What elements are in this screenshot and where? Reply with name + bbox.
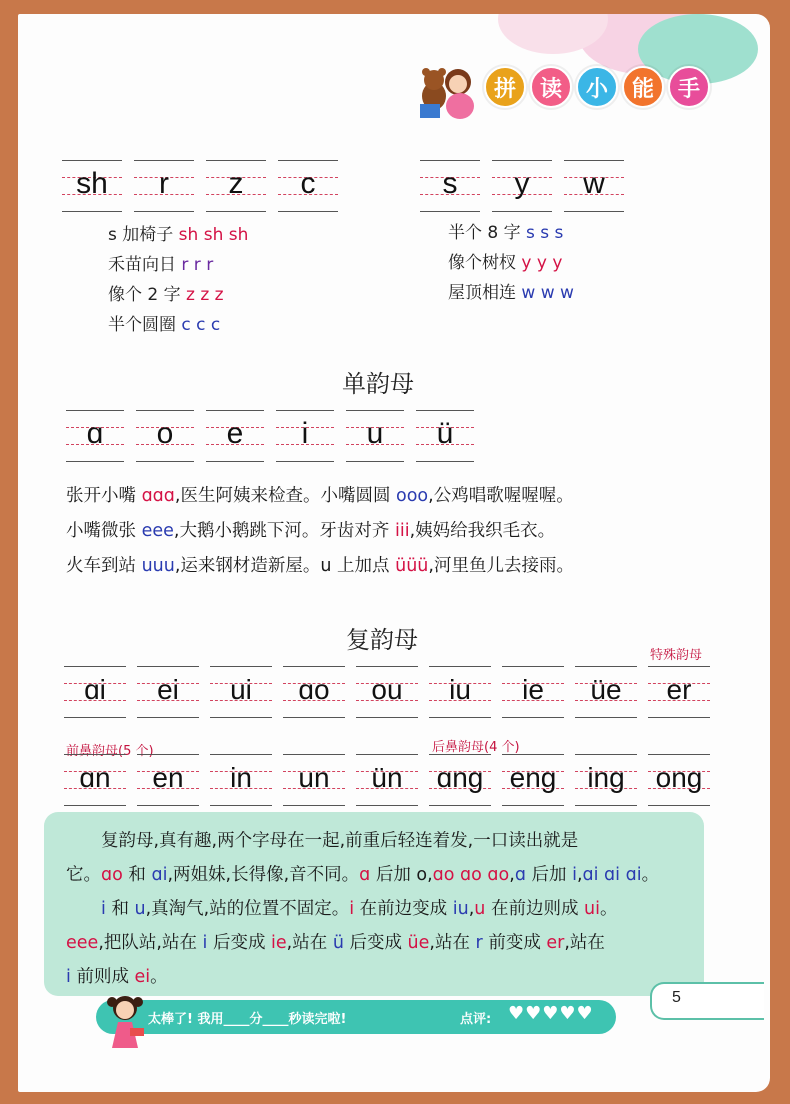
- back-nasal-label: 后鼻韵母(4 个): [432, 740, 520, 755]
- title-badge-2: 小: [576, 66, 618, 108]
- text-segment: [66, 899, 101, 919]
- title-badges: [484, 66, 710, 108]
- consonant-letter: c: [300, 167, 316, 200]
- mnemonic-line: [108, 310, 220, 340]
- consonant-letter: r: [159, 167, 169, 200]
- text-line: [66, 960, 690, 995]
- text-segment: eee: [66, 933, 99, 953]
- mnemonic-pinyin: c c c: [181, 315, 221, 335]
- text-line: [66, 480, 706, 513]
- mnemonic-pinyin: z z z: [186, 285, 224, 305]
- nasal-final-letter: ing: [587, 762, 625, 793]
- text-segment: i: [101, 899, 106, 919]
- text-segment: u: [134, 899, 146, 919]
- nasal-final-cell: [502, 754, 564, 806]
- mnemonic-text: 半个圆圈: [108, 315, 182, 335]
- simple-final-cell: [66, 410, 124, 462]
- text-segment: ,运来钢材造新屋。u 上加点: [174, 556, 396, 576]
- compound-final-letter: ou: [371, 674, 403, 705]
- text-line: [66, 550, 706, 583]
- mnemonic-line: [108, 280, 224, 310]
- consonant-cell: [278, 160, 338, 212]
- mnemonic-pinyin: sh sh sh: [178, 225, 249, 245]
- text-segment: er: [546, 933, 565, 953]
- heart-rating-icons: ♥♥♥♥♥: [508, 1003, 594, 1024]
- nasal-final-cell: [137, 754, 199, 806]
- simple-final-letter: u: [366, 417, 384, 450]
- mnemonic-text: 像个 2 字: [108, 285, 187, 305]
- title-badge-1: 读: [530, 66, 572, 108]
- consonant-cell: [564, 160, 624, 212]
- front-nasal-label: 前鼻韵母(5 个): [66, 744, 154, 759]
- text-segment: 前则成: [70, 967, 135, 987]
- text-segment: ,大鹅小鹅跳下河。牙齿对齐: [173, 521, 395, 541]
- compound-final-letter: üe: [590, 674, 622, 705]
- mnemonic-pinyin: s s s: [526, 223, 564, 243]
- simple-final-cell: [346, 410, 404, 462]
- mnemonic-line: [108, 220, 248, 250]
- simple-final-cell: [276, 410, 334, 462]
- text-segment: ɑi ɑi ɑi: [582, 865, 642, 885]
- mnemonic-pinyin: y y y: [521, 253, 563, 273]
- compound-final-letter: ui: [230, 674, 252, 705]
- compound-final-cell: [64, 666, 126, 718]
- compound-final-letter: ɑo: [298, 674, 330, 705]
- page-number-tab: [650, 982, 764, 1020]
- page-header: [420, 54, 720, 124]
- page-number: 5: [672, 989, 681, 1006]
- rating-label: 点评:: [460, 1012, 492, 1027]
- special-finals-label: 特殊韵母: [650, 648, 703, 663]
- text-segment: 后加 o,: [370, 865, 433, 885]
- text-segment: ,医生阿姨来检查。小嘴圆圆: [174, 486, 397, 506]
- compound-final-cell: [356, 666, 418, 718]
- nasal-final-letter: ong: [655, 762, 703, 793]
- simple-final-letter: e: [226, 417, 244, 450]
- consonant-cell: [206, 160, 266, 212]
- compound-final-letter: ɑi: [84, 674, 106, 705]
- text-segment: iu: [452, 899, 469, 919]
- text-segment: 后加: [525, 865, 573, 885]
- text-line: [66, 858, 690, 893]
- compound-final-cell: [502, 666, 564, 718]
- mnemonic-text: 屋顶相连: [448, 283, 522, 303]
- nasal-final-cell: [356, 754, 418, 806]
- title-badge-3: 能: [622, 66, 664, 108]
- text-line: [66, 892, 690, 927]
- girl-reading-illustration: [100, 990, 150, 1050]
- text-segment: ,公鸡唱歌喔喔喔。: [428, 486, 574, 506]
- text-segment: ,: [468, 899, 475, 919]
- bear-and-girl-illustration: [420, 62, 480, 120]
- mnemonic-line: [448, 278, 574, 308]
- compound-final-cell: [648, 666, 710, 718]
- text-segment: 后变成: [343, 933, 408, 953]
- text-segment: ü: [332, 933, 344, 953]
- compound-final-cell: [137, 666, 199, 718]
- text-segment: ,站在: [564, 933, 605, 953]
- text-segment: ɑi: [151, 865, 168, 885]
- text-segment: 后变成: [207, 933, 272, 953]
- consonant-letter: sh: [76, 167, 108, 200]
- nasal-final-letter: un: [298, 762, 330, 793]
- text-segment: 复韵母,真有趣,两个字母在一起,前重后轻连着发,一口读出就是: [66, 831, 579, 851]
- compound-final-letter: iu: [449, 674, 471, 705]
- text-segment: 它。: [66, 865, 101, 885]
- text-segment: 。: [600, 899, 618, 919]
- nasal-final-letter: ün: [371, 762, 403, 793]
- text-segment: 。: [150, 967, 168, 987]
- simple-final-cell: [136, 410, 194, 462]
- simple-final-letter: ɑ: [86, 417, 104, 450]
- text-segment: ,姨妈给我织毛衣。: [409, 521, 556, 541]
- text-segment: ooo: [396, 486, 429, 506]
- text-segment: 在前边则成: [485, 899, 585, 919]
- text-segment: 和: [105, 899, 135, 919]
- compound-final-letter: ie: [522, 674, 544, 705]
- nasal-final-cell: [283, 754, 345, 806]
- text-segment: ei: [134, 967, 151, 987]
- nasal-final-letter: in: [230, 762, 252, 793]
- consonant-cell: [492, 160, 552, 212]
- text-segment: 在前边变成: [354, 899, 453, 919]
- text-segment: ,把队站,站在: [98, 933, 203, 953]
- simple-final-letter: i: [301, 417, 309, 450]
- simple-final-letter: o: [156, 417, 174, 450]
- compound-final-letter: ei: [157, 674, 179, 705]
- consonant-cell: [420, 160, 480, 212]
- text-segment: ,真淘气,站的位置不固定。: [145, 899, 350, 919]
- compound-final-letter: er: [666, 674, 692, 705]
- title-badge-4: 手: [668, 66, 710, 108]
- text-segment: üüü: [395, 556, 429, 576]
- text-line: [66, 515, 706, 548]
- text-segment: 和: [122, 865, 152, 885]
- mnemonic-text: 半个 8 字: [448, 223, 527, 243]
- text-segment: iii: [395, 521, 410, 541]
- praise-text: 太棒了! 我用____分____秒读完啦!: [148, 1012, 347, 1027]
- compound-final-cell: [575, 666, 637, 718]
- nasal-final-letter: en: [152, 762, 184, 793]
- text-segment: ɑɑɑ: [141, 486, 175, 506]
- text-segment: 张开小嘴: [66, 486, 142, 506]
- text-segment: ɑo ɑo ɑo: [432, 865, 510, 885]
- nasal-final-cell: [648, 754, 710, 806]
- mnemonic-text: s 加椅子: [108, 225, 179, 245]
- mnemonic-text: 禾苗向日: [108, 255, 182, 275]
- text-segment: ,河里鱼儿去接雨。: [428, 556, 574, 576]
- text-segment: i: [349, 899, 355, 919]
- consonant-letter: y: [514, 167, 530, 200]
- text-line: [66, 824, 690, 859]
- text-segment: ɑ: [514, 865, 526, 885]
- simple-finals-title: 单韵母: [342, 370, 414, 398]
- nasal-final-letter: eng: [509, 762, 557, 793]
- consonant-cell: [134, 160, 194, 212]
- mnemonic-text: 像个树杈: [448, 253, 522, 273]
- mnemonic-line: [448, 218, 563, 248]
- nasal-final-letter: ɑn: [79, 762, 111, 793]
- text-segment: i: [572, 865, 577, 885]
- text-segment: ɑ: [359, 865, 371, 885]
- text-segment: i: [202, 933, 208, 953]
- text-segment: ui: [584, 899, 600, 919]
- consonant-letter: s: [442, 167, 458, 200]
- title-badge-0: 拼: [484, 66, 526, 108]
- text-segment: u: [474, 899, 486, 919]
- simple-final-cell: [206, 410, 264, 462]
- text-segment: 火车到站: [66, 556, 142, 576]
- text-segment: ,: [509, 865, 515, 885]
- compound-final-cell: [283, 666, 345, 718]
- nasal-final-cell: [575, 754, 637, 806]
- text-segment: 。: [641, 865, 660, 885]
- text-segment: i: [66, 967, 71, 987]
- text-segment: ,站在: [429, 933, 476, 953]
- nasal-final-cell: [429, 754, 491, 806]
- text-segment: eee: [141, 521, 174, 541]
- mnemonic-line: [448, 248, 562, 278]
- consonant-letter: w: [583, 167, 605, 200]
- text-segment: ie: [271, 933, 287, 953]
- mnemonic-pinyin: r r r: [181, 255, 214, 275]
- text-segment: 前变成: [482, 933, 547, 953]
- simple-final-cell: [416, 410, 474, 462]
- nasal-final-letter: ɑng: [436, 762, 484, 793]
- text-line: [66, 926, 690, 961]
- text-segment: ɑo: [101, 865, 123, 885]
- compound-finals-title: 复韵母: [346, 626, 418, 654]
- compound-final-cell: [429, 666, 491, 718]
- consonant-cell: [62, 160, 122, 212]
- text-segment: ,站在: [286, 933, 333, 953]
- text-segment: uuu: [141, 556, 175, 576]
- text-segment: 小嘴微张: [66, 521, 142, 541]
- nasal-final-cell: [64, 754, 126, 806]
- text-segment: ,: [576, 865, 583, 885]
- compound-final-cell: [210, 666, 272, 718]
- consonant-letter: z: [228, 167, 244, 200]
- mnemonic-line: [108, 250, 213, 280]
- simple-final-letter: ü: [436, 417, 454, 450]
- nasal-final-cell: [210, 754, 272, 806]
- mnemonic-pinyin: w w w: [521, 283, 574, 303]
- text-segment: ,两姐妹,长得像,音不同。: [167, 865, 360, 885]
- text-segment: üe: [407, 933, 430, 953]
- text-segment: r: [475, 933, 483, 953]
